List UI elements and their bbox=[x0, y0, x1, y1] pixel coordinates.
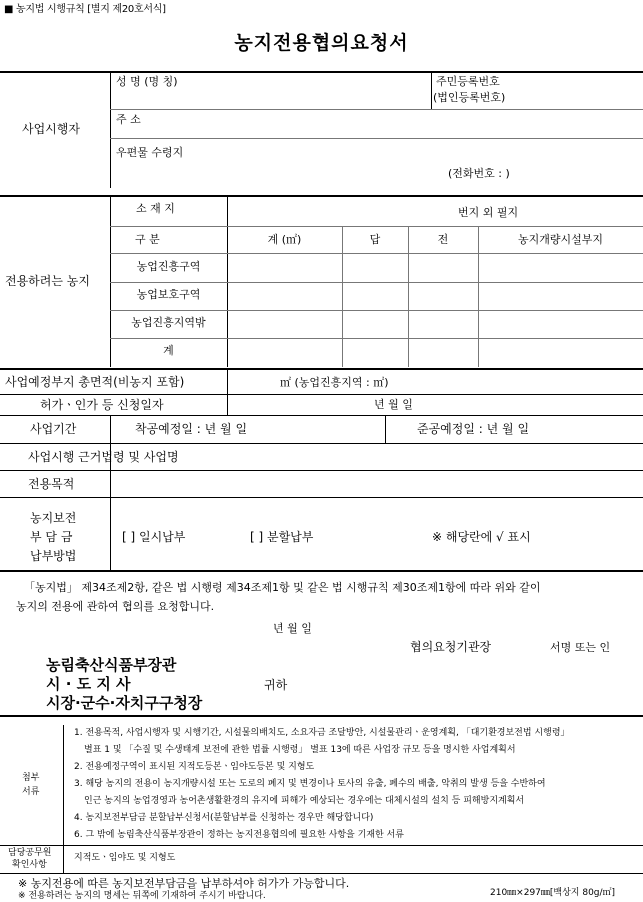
rule bbox=[110, 415, 111, 570]
permit-date-label: 허가ㆍ인가 등 신청일자 bbox=[40, 398, 164, 412]
start-date-label: 착공예정일 : 년 월 일 bbox=[135, 422, 248, 436]
name-label: 성 명 (명 칭) bbox=[116, 75, 178, 88]
purpose-label: 전용목적 bbox=[28, 477, 75, 491]
form-reference: ■ 농지법 시행규칙 [별지 제20호서식] bbox=[4, 4, 166, 15]
rule bbox=[342, 226, 343, 367]
rule bbox=[478, 226, 479, 367]
rule bbox=[110, 282, 643, 283]
facility-header: 농지개량시설부지 bbox=[517, 233, 603, 246]
rule bbox=[110, 226, 643, 227]
attachment-item-1a: 1. 전용목적, 사업시행자 및 시행기간, 시설물의배치도, 소요자금 조달방안, 시설물관리ㆍ운영계획, 「대기환경보전법 시행령」 bbox=[74, 728, 570, 738]
page-title: 농지전용협의요청서 bbox=[234, 32, 409, 54]
rule bbox=[0, 715, 643, 717]
requesting-agency-label: 협의요청기관장 bbox=[410, 640, 492, 654]
postal-address-label: 우편물 수령지 bbox=[116, 146, 184, 159]
rule bbox=[0, 394, 643, 395]
attachment-item-1b: 별표 1 및 「수질 및 수생태계 보전에 관한 법률 시행령」 별표 13에 따른 사업장 규모 등을 명시한 사업계획서 bbox=[84, 745, 516, 755]
payment-label-1: 농지보전 bbox=[30, 511, 77, 525]
location-label: 소 재 지 bbox=[136, 202, 175, 215]
rule bbox=[0, 71, 643, 73]
rule bbox=[385, 415, 386, 443]
id-number-label: 주민등록번호 bbox=[436, 75, 500, 88]
corporate-id-label: (법인등록번호) bbox=[433, 91, 506, 104]
location-value: 번지 외 필지 bbox=[458, 206, 519, 219]
request-statement-line-1: 「농지법」 제34조제2항, 같은 법 시행령 제34조제1항 및 같은 법 시행규칙 제30조제1항에 따라 위와 같이 bbox=[24, 581, 541, 594]
request-date: 년 월 일 bbox=[273, 622, 312, 635]
rule bbox=[63, 725, 64, 873]
installment-option[interactable]: [ ] 분할납부 bbox=[250, 530, 314, 544]
rule bbox=[0, 443, 643, 444]
rule bbox=[0, 497, 643, 498]
rule bbox=[227, 369, 228, 415]
attachments-label-2: 서류 bbox=[22, 787, 40, 797]
lump-sum-option[interactable]: [ ] 일시납부 bbox=[122, 530, 186, 544]
paddy-header: 답 bbox=[369, 233, 381, 246]
rule bbox=[110, 138, 643, 139]
official-check-value: 지적도ㆍ임야도 및 지형도 bbox=[74, 853, 176, 863]
end-date-label: 준공예정일 : 년 월 일 bbox=[417, 422, 530, 436]
rule bbox=[0, 570, 643, 572]
attachment-item-4: 4. 농지보전부담금 분할납부신청서(분할납부를 신청하는 경우만 해당합니다) bbox=[74, 813, 374, 823]
attachment-item-2: 2. 전용예정구역이 표시된 지적도등본ㆍ임야도등본 및 지형도 bbox=[74, 762, 315, 772]
rule bbox=[110, 338, 643, 339]
payment-label-3: 납부방법 bbox=[30, 549, 77, 563]
rule bbox=[110, 253, 643, 254]
checkmark-note: ※ 해당란에 √ 표시 bbox=[432, 530, 531, 544]
rule bbox=[0, 470, 643, 471]
rule bbox=[408, 226, 409, 367]
period-label: 사업기간 bbox=[30, 422, 77, 436]
row-protection-zone: 농업보호구역 bbox=[136, 288, 201, 301]
division-header: 구 분 bbox=[135, 233, 160, 246]
attachment-item-3b: 인근 농지의 농업경영과 농어촌생활환경의 유지에 피해가 예상되는 경우에는 대체시설의 설치 등 피해방지계획서 bbox=[84, 796, 525, 806]
request-statement-line-2: 농지의 전용에 관하여 협의를 요청합니다. bbox=[16, 600, 215, 613]
row-promotion-zone: 농업진흥구역 bbox=[136, 260, 201, 273]
field-header: 전 bbox=[437, 233, 449, 246]
phone-label: (전화번호 : ) bbox=[448, 167, 510, 180]
rule bbox=[0, 845, 643, 846]
attachment-item-6: 6. 그 밖에 농림축산식품부장관이 정하는 농지전용협의에 필요한 사항을 기재한 서류 bbox=[74, 830, 404, 840]
official-check-label-2: 확인사항 bbox=[12, 860, 47, 870]
recipient-mayor: 시장·군수·자치구구청장 bbox=[46, 694, 203, 712]
payment-label-2: 부 담 금 bbox=[30, 530, 73, 544]
rule bbox=[0, 873, 643, 874]
footer-note-1: ※ 농지전용에 따른 농지보전부담금을 납부하셔야 허가가 가능합니다. bbox=[18, 877, 350, 890]
legal-basis-label: 사업시행 근거법령 및 사업명 bbox=[28, 450, 179, 464]
row-total: 계 bbox=[163, 344, 174, 357]
permit-date-value: 년 월 일 bbox=[374, 398, 413, 411]
rule bbox=[0, 415, 643, 416]
attachment-item-3a: 3. 해당 농지의 전용이 농지개량시설 또는 도로의 폐지 및 변경이나 토사의 유출, 폐수의 배출, 악취의 발생 등을 수반하여 bbox=[74, 779, 546, 789]
total-area-value: ㎡ (농업진흥지역 : ㎡) bbox=[280, 376, 389, 389]
rule bbox=[0, 195, 643, 197]
row-outside-zone: 농업진흥지역밖 bbox=[131, 316, 206, 329]
rule bbox=[110, 72, 111, 188]
land-section-label: 전용하려는 농지 bbox=[5, 274, 90, 288]
signature-label: 서명 또는 인 bbox=[550, 641, 611, 654]
rule bbox=[110, 109, 643, 110]
recipient-minister: 농림축산식품부장관 bbox=[46, 656, 177, 674]
applicant-section-label: 사업시행자 bbox=[22, 122, 80, 136]
total-area-header: 계 (㎡) bbox=[267, 233, 302, 246]
rule bbox=[0, 368, 643, 370]
official-check-label-1: 담당공무원 bbox=[8, 848, 52, 858]
attachments-label-1: 첨부 bbox=[22, 773, 40, 783]
total-area-label: 사업예정부지 총면적(비농지 포함) bbox=[5, 375, 185, 389]
honorific: 귀하 bbox=[264, 678, 288, 692]
footer-note-2: ※ 전용하려는 농지의 명세는 뒤쪽에 기재하여 주시기 바랍니다. bbox=[18, 891, 266, 901]
rule bbox=[110, 310, 643, 311]
recipient-governor: 시 · 도 지 사 bbox=[46, 675, 131, 693]
rule bbox=[431, 72, 432, 109]
paper-spec: 210㎜×297㎜[백상지 80g/㎡] bbox=[490, 888, 616, 898]
address-label: 주 소 bbox=[116, 113, 141, 126]
